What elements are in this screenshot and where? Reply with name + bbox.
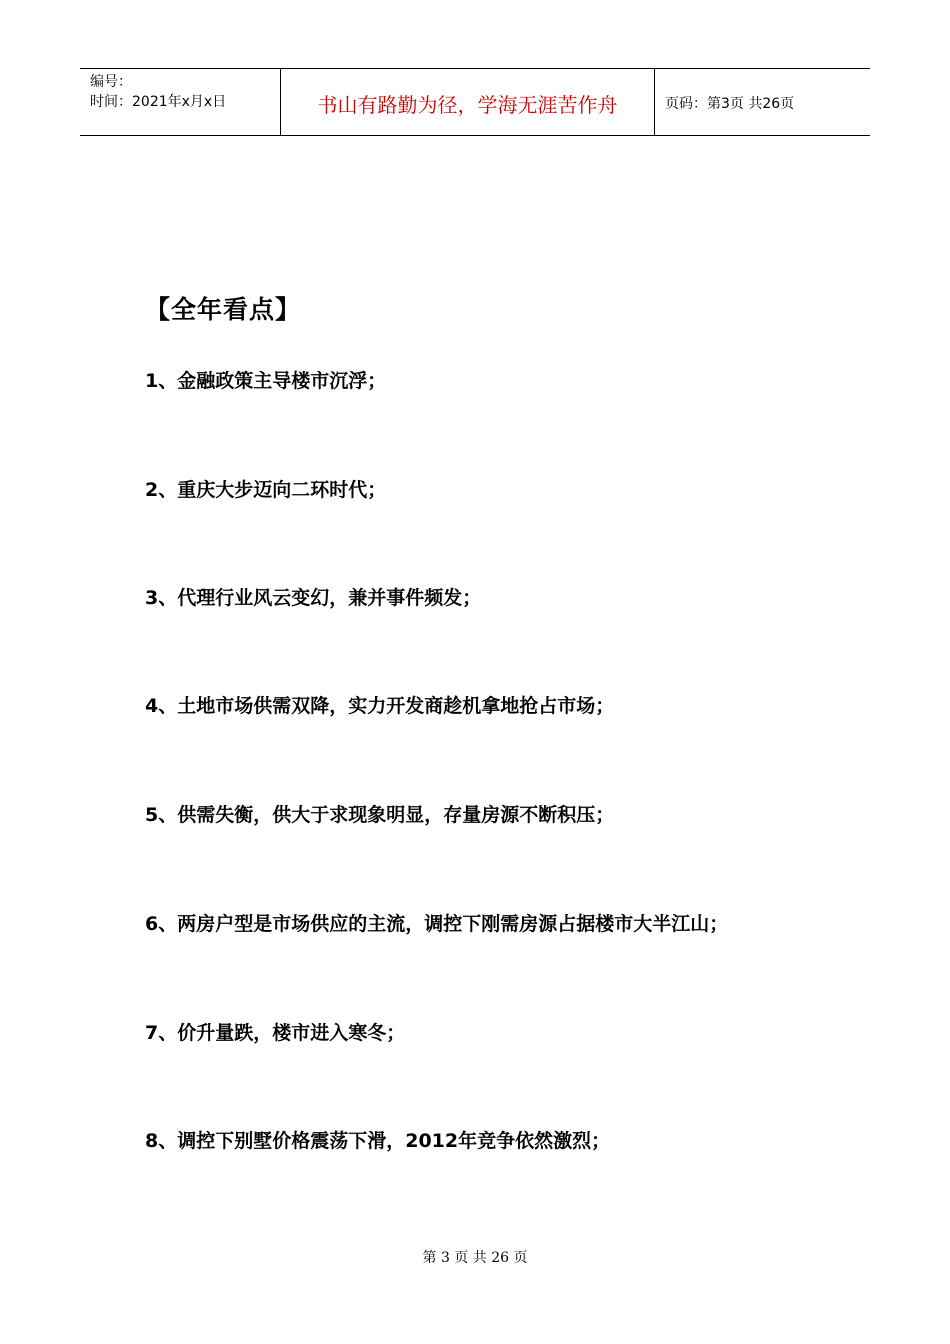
header-meta-cell xyxy=(80,69,281,135)
list-item: 3、代理行业风云变幻，兼并事件频发； xyxy=(145,587,482,609)
list-item: 6、两房户型是市场供应的主流，调控下刚需房源占据楼市大半江山； xyxy=(145,913,729,935)
header-page-info: 页码：第3页 共26页 xyxy=(665,96,795,112)
header-motto-cell xyxy=(281,69,655,135)
list-item: 5、供需失衡，供大于求现象明显，存量房源不断积压； xyxy=(145,804,615,826)
motto-text: 书山有路勤为径，学海无涯苦作舟 xyxy=(317,92,618,117)
list-item: 2、重庆大步迈向二环时代； xyxy=(145,479,387,501)
list-item: 7、价升量跌，楼市进入寒冬； xyxy=(145,1022,406,1044)
list-item: 1、金融政策主导楼市沉浮； xyxy=(145,370,387,392)
header-page-cell xyxy=(655,69,870,135)
list-item: 4、土地市场供需双降，实力开发商趁机拿地抢占市场； xyxy=(145,695,615,717)
section-title: 【全年看点】 xyxy=(145,295,302,324)
page-header xyxy=(80,68,870,136)
list-item: 8、调控下别墅价格震荡下滑，2012年竞争依然激烈； xyxy=(145,1130,611,1152)
date-label: 时间：2021年x月x日 xyxy=(90,94,227,110)
serial-number-label: 编号： xyxy=(90,74,132,90)
page-footer: 第 3 页 共 26 页 xyxy=(422,1250,528,1266)
